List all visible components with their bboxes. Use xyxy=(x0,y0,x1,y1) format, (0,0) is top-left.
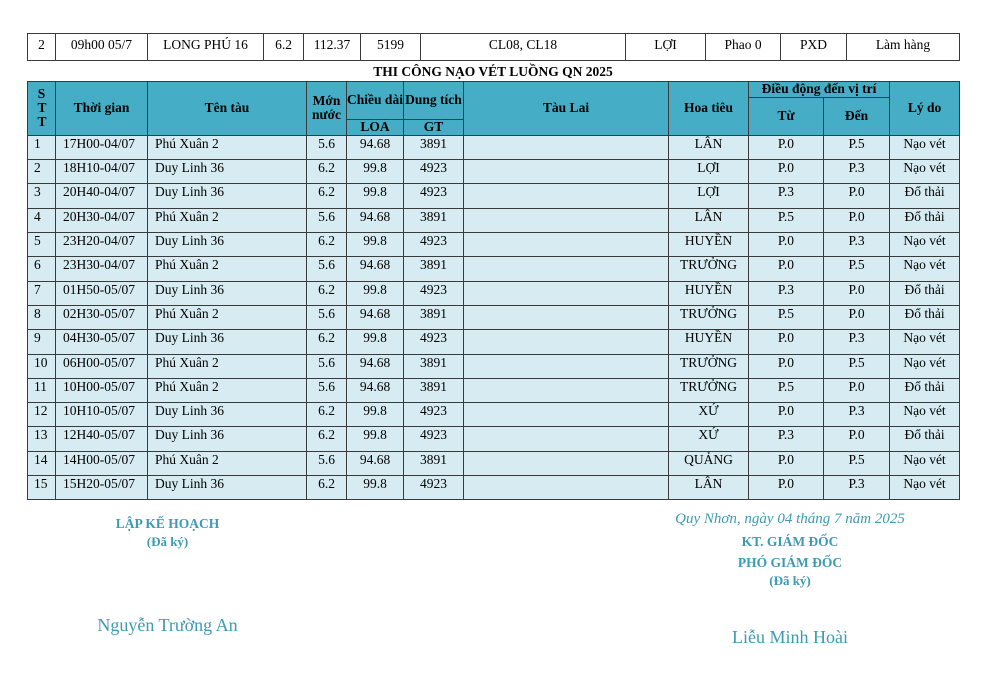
time-cell: 10H00-05/07 xyxy=(56,378,148,402)
header-length: Chiều dài xyxy=(347,82,404,120)
draft-cell: 6.2 xyxy=(307,330,347,354)
ship-cell: Duy Linh 36 xyxy=(148,184,307,208)
table-row xyxy=(28,354,960,378)
time-cell: 20H40-04/07 xyxy=(56,184,148,208)
draft-cell: 5.6 xyxy=(307,257,347,281)
ship-cell: Phú Xuân 2 xyxy=(148,208,307,232)
draft-cell: 5.6 xyxy=(307,378,347,402)
reason-cell: Làm hàng xyxy=(847,34,960,61)
stt-cell: 12 xyxy=(28,403,56,427)
pilot-cell: LỢI xyxy=(669,160,749,184)
tug-cell xyxy=(464,427,669,451)
right-signature-title-2: PHÓ GIÁM ĐỐC xyxy=(737,555,843,570)
gt-cell: 4923 xyxy=(404,330,464,354)
tug-cell xyxy=(464,184,669,208)
tug-cell xyxy=(464,476,669,500)
from-cell: P.3 xyxy=(749,427,824,451)
stt-cell: 15 xyxy=(28,476,56,500)
header-ship: Tên tàu xyxy=(148,82,307,136)
draft-cell: 5.6 xyxy=(307,451,347,475)
pilot-cell: LỢI xyxy=(626,34,706,61)
loa-cell: 94.68 xyxy=(347,451,404,475)
loa-cell: 99.8 xyxy=(347,403,404,427)
reason-cell: Nạo vét xyxy=(890,330,960,354)
tug-cell xyxy=(464,257,669,281)
loa-cell: 112.37 xyxy=(304,34,361,61)
loa-cell: 99.8 xyxy=(347,427,404,451)
from-cell: P.0 xyxy=(749,160,824,184)
table-row xyxy=(28,34,960,61)
ship-cell: Duy Linh 36 xyxy=(148,427,307,451)
stt-cell: 2 xyxy=(28,34,56,61)
header-time: Thời gian xyxy=(56,82,148,136)
tug-cell: CL08, CL18 xyxy=(421,34,626,61)
reason-cell: Nạo vét xyxy=(890,476,960,500)
header-tug: Tàu Lai xyxy=(464,82,669,136)
to-cell: P.0 xyxy=(824,427,890,451)
tug-cell xyxy=(464,160,669,184)
stt-cell: 10 xyxy=(28,354,56,378)
reason-cell: Đổ thải xyxy=(890,427,960,451)
time-cell: 14H00-05/07 xyxy=(56,451,148,475)
reason-cell: Đổ thải xyxy=(890,378,960,402)
gt-cell: 4923 xyxy=(404,160,464,184)
to-cell: P.3 xyxy=(824,403,890,427)
loa-cell: 94.68 xyxy=(347,208,404,232)
reason-cell: Nạo vét xyxy=(890,451,960,475)
left-signed-note: (Đã ký) xyxy=(146,534,189,549)
pilot-cell: TRƯỞNG xyxy=(669,305,749,329)
ship-cell: Duy Linh 36 xyxy=(148,233,307,257)
stt-cell: 7 xyxy=(28,281,56,305)
from-cell: P.3 xyxy=(749,184,824,208)
time-cell: 02H30-05/07 xyxy=(56,305,148,329)
time-cell: 06H00-05/07 xyxy=(56,354,148,378)
ship-cell: Phú Xuân 2 xyxy=(148,378,307,402)
from-cell: P.0 xyxy=(749,354,824,378)
tug-cell xyxy=(464,403,669,427)
table-row xyxy=(28,184,960,208)
right-signature-title-1: KT. GIÁM ĐỐC xyxy=(741,534,839,549)
time-cell: 15H20-05/07 xyxy=(56,476,148,500)
reason-cell: Đổ thải xyxy=(890,281,960,305)
tug-cell xyxy=(464,208,669,232)
stt-cell: 8 xyxy=(28,305,56,329)
stt-cell: 11 xyxy=(28,378,56,402)
tug-cell xyxy=(464,305,669,329)
stt-cell: 5 xyxy=(28,233,56,257)
table-row xyxy=(28,476,960,500)
loa-cell: 94.68 xyxy=(347,354,404,378)
reason-cell: Đổ thải xyxy=(890,184,960,208)
stt-cell: 2 xyxy=(28,160,56,184)
pilot-cell: TRƯỞNG xyxy=(669,354,749,378)
ship-cell: Phú Xuân 2 xyxy=(148,135,307,159)
reason-cell: Đổ thải xyxy=(890,208,960,232)
right-signed-note: (Đã ký) xyxy=(769,573,811,588)
tug-cell xyxy=(464,281,669,305)
ship-cell: Duy Linh 36 xyxy=(148,330,307,354)
time-cell: 10H10-05/07 xyxy=(56,403,148,427)
from-cell: P.0 xyxy=(749,257,824,281)
ship-cell: Duy Linh 36 xyxy=(148,281,307,305)
gt-cell: 4923 xyxy=(404,403,464,427)
gt-cell: 4923 xyxy=(404,281,464,305)
tug-cell xyxy=(464,354,669,378)
time-cell: 04H30-05/07 xyxy=(56,330,148,354)
time-cell: 20H30-04/07 xyxy=(56,208,148,232)
time-cell: 23H30-04/07 xyxy=(56,257,148,281)
ship-cell: Duy Linh 36 xyxy=(148,476,307,500)
pilot-cell: LÂN xyxy=(669,208,749,232)
left-signer-name: Nguyễn Trường An xyxy=(97,615,238,635)
header-loa: LOA xyxy=(347,120,404,136)
gt-cell: 3891 xyxy=(404,135,464,159)
to-cell: P.0 xyxy=(824,208,890,232)
right-signer-name: Liễu Minh Hoài xyxy=(732,627,848,647)
pilot-cell: XỨ xyxy=(669,403,749,427)
to-cell: P.5 xyxy=(824,354,890,378)
tug-cell xyxy=(464,330,669,354)
header-movement: Điều động đến vị trí xyxy=(749,82,890,98)
reason-cell: Nạo vét xyxy=(890,135,960,159)
from-cell: P.0 xyxy=(749,330,824,354)
draft-cell: 6.2 xyxy=(307,233,347,257)
pilot-cell: LÂN xyxy=(669,135,749,159)
from-cell: P.0 xyxy=(749,135,824,159)
tug-cell xyxy=(464,135,669,159)
to-cell: P.3 xyxy=(824,476,890,500)
header-stt-label: STT xyxy=(37,85,47,130)
table-row xyxy=(28,257,960,281)
reason-cell: Nạo vét xyxy=(890,354,960,378)
to-cell: P.0 xyxy=(824,305,890,329)
reason-cell: Đổ thải xyxy=(890,305,960,329)
loa-cell: 94.68 xyxy=(347,135,404,159)
left-signature-title: LẬP KẾ HOẠCH xyxy=(115,516,220,531)
to-cell: P.3 xyxy=(824,330,890,354)
to-cell: P.5 xyxy=(824,135,890,159)
gt-cell: 3891 xyxy=(404,378,464,402)
time-cell: 09h00 05/7 xyxy=(56,34,148,61)
pilot-cell: QUẢNG xyxy=(669,451,749,475)
dredging-schedule-table xyxy=(27,81,960,500)
to-cell: P.3 xyxy=(824,233,890,257)
pilot-cell: TRƯỞNG xyxy=(669,257,749,281)
pilot-cell: TRƯỞNG xyxy=(669,378,749,402)
to-cell: P.0 xyxy=(824,281,890,305)
from-cell: P.5 xyxy=(749,208,824,232)
to-cell: P.0 xyxy=(824,378,890,402)
table-row xyxy=(28,305,960,329)
draft-cell: 6.2 xyxy=(307,476,347,500)
draft-cell: 5.6 xyxy=(307,208,347,232)
table-row xyxy=(28,403,960,427)
loa-cell: 99.8 xyxy=(347,281,404,305)
ship-cell: Phú Xuân 2 xyxy=(148,257,307,281)
header-to: Đến xyxy=(824,98,890,136)
time-cell: 17H00-04/07 xyxy=(56,135,148,159)
gt-cell: 5199 xyxy=(361,34,421,61)
reason-cell: Nạo vét xyxy=(890,160,960,184)
reason-cell: Nạo vét xyxy=(890,257,960,281)
table-row xyxy=(28,208,960,232)
gt-cell: 4923 xyxy=(404,476,464,500)
gt-cell: 4923 xyxy=(404,233,464,257)
header-capacity: Dung tích xyxy=(404,82,464,120)
stt-cell: 9 xyxy=(28,330,56,354)
previous-schedule-table xyxy=(27,33,960,61)
time-cell: 01H50-05/07 xyxy=(56,281,148,305)
loa-cell: 99.8 xyxy=(347,160,404,184)
header-pilot: Hoa tiêu xyxy=(669,82,749,136)
gt-cell: 4923 xyxy=(404,427,464,451)
table-row xyxy=(28,160,960,184)
loa-cell: 99.8 xyxy=(347,233,404,257)
pilot-cell: LỢI xyxy=(669,184,749,208)
loa-cell: 94.68 xyxy=(347,378,404,402)
from-cell: P.0 xyxy=(749,403,824,427)
stt-cell: 13 xyxy=(28,427,56,451)
ship-cell: Phú Xuân 2 xyxy=(148,354,307,378)
to-cell: P.0 xyxy=(824,184,890,208)
gt-cell: 3891 xyxy=(404,208,464,232)
tug-cell xyxy=(464,378,669,402)
time-cell: 12H40-05/07 xyxy=(56,427,148,451)
stt-cell: 6 xyxy=(28,257,56,281)
table-row xyxy=(28,281,960,305)
table-row xyxy=(28,378,960,402)
draft-cell: 5.6 xyxy=(307,135,347,159)
draft-cell: 6.2 xyxy=(264,34,304,61)
time-cell: 18H10-04/07 xyxy=(56,160,148,184)
pilot-cell: HUYỀN xyxy=(669,233,749,257)
draft-cell: 6.2 xyxy=(307,184,347,208)
draft-cell: 6.2 xyxy=(307,281,347,305)
ship-cell: Phú Xuân 2 xyxy=(148,305,307,329)
gt-cell: 3891 xyxy=(404,305,464,329)
from-cell: Phao 0 xyxy=(706,34,781,61)
loa-cell: 99.8 xyxy=(347,184,404,208)
pilot-cell: XỨ xyxy=(669,427,749,451)
gt-cell: 3891 xyxy=(404,451,464,475)
from-cell: P.3 xyxy=(749,281,824,305)
stt-cell: 3 xyxy=(28,184,56,208)
draft-cell: 6.2 xyxy=(307,403,347,427)
header-gt: GT xyxy=(404,120,464,136)
draft-cell: 6.2 xyxy=(307,160,347,184)
gt-cell: 4923 xyxy=(404,184,464,208)
header-from: Từ xyxy=(749,98,824,136)
draft-cell: 5.6 xyxy=(307,354,347,378)
table-row xyxy=(28,451,960,475)
header-stt xyxy=(28,82,56,136)
from-cell: P.0 xyxy=(749,476,824,500)
from-cell: P.5 xyxy=(749,305,824,329)
to-cell: P.5 xyxy=(824,257,890,281)
tug-cell xyxy=(464,451,669,475)
header-reason: Lý do xyxy=(890,82,960,136)
gt-cell: 3891 xyxy=(404,354,464,378)
draft-cell: 6.2 xyxy=(307,427,347,451)
reason-cell: Nạo vét xyxy=(890,403,960,427)
schedule-rows xyxy=(28,135,960,499)
loa-cell: 99.8 xyxy=(347,330,404,354)
ship-cell: Duy Linh 36 xyxy=(148,160,307,184)
table-row xyxy=(28,233,960,257)
pilot-cell: HUYỀN xyxy=(669,330,749,354)
to-cell: P.5 xyxy=(824,451,890,475)
table-row xyxy=(28,330,960,354)
stt-cell: 14 xyxy=(28,451,56,475)
from-cell: P.0 xyxy=(749,451,824,475)
from-cell: P.5 xyxy=(749,378,824,402)
tug-cell xyxy=(464,233,669,257)
date-line: Quy Nhơn, ngày 04 tháng 7 năm 2025 xyxy=(675,511,905,527)
header-draft: Mớn nước xyxy=(307,82,347,136)
ship-cell: Phú Xuân 2 xyxy=(148,451,307,475)
from-cell: P.0 xyxy=(749,233,824,257)
loa-cell: 94.68 xyxy=(347,257,404,281)
to-cell: PXD xyxy=(781,34,847,61)
reason-cell: Nạo vét xyxy=(890,233,960,257)
draft-cell: 5.6 xyxy=(307,305,347,329)
ship-cell: Duy Linh 36 xyxy=(148,403,307,427)
table-row xyxy=(28,427,960,451)
table-row xyxy=(28,135,960,159)
stt-cell: 1 xyxy=(28,135,56,159)
pilot-cell: LÂN xyxy=(669,476,749,500)
section-title: THI CÔNG NẠO VÉT LUỒNG QN 2025 xyxy=(373,64,613,79)
stt-cell: 4 xyxy=(28,208,56,232)
loa-cell: 99.8 xyxy=(347,476,404,500)
to-cell: P.3 xyxy=(824,160,890,184)
time-cell: 23H20-04/07 xyxy=(56,233,148,257)
loa-cell: 94.68 xyxy=(347,305,404,329)
pilot-cell: HUYỀN xyxy=(669,281,749,305)
ship-cell: LONG PHÚ 16 xyxy=(148,34,264,61)
gt-cell: 3891 xyxy=(404,257,464,281)
